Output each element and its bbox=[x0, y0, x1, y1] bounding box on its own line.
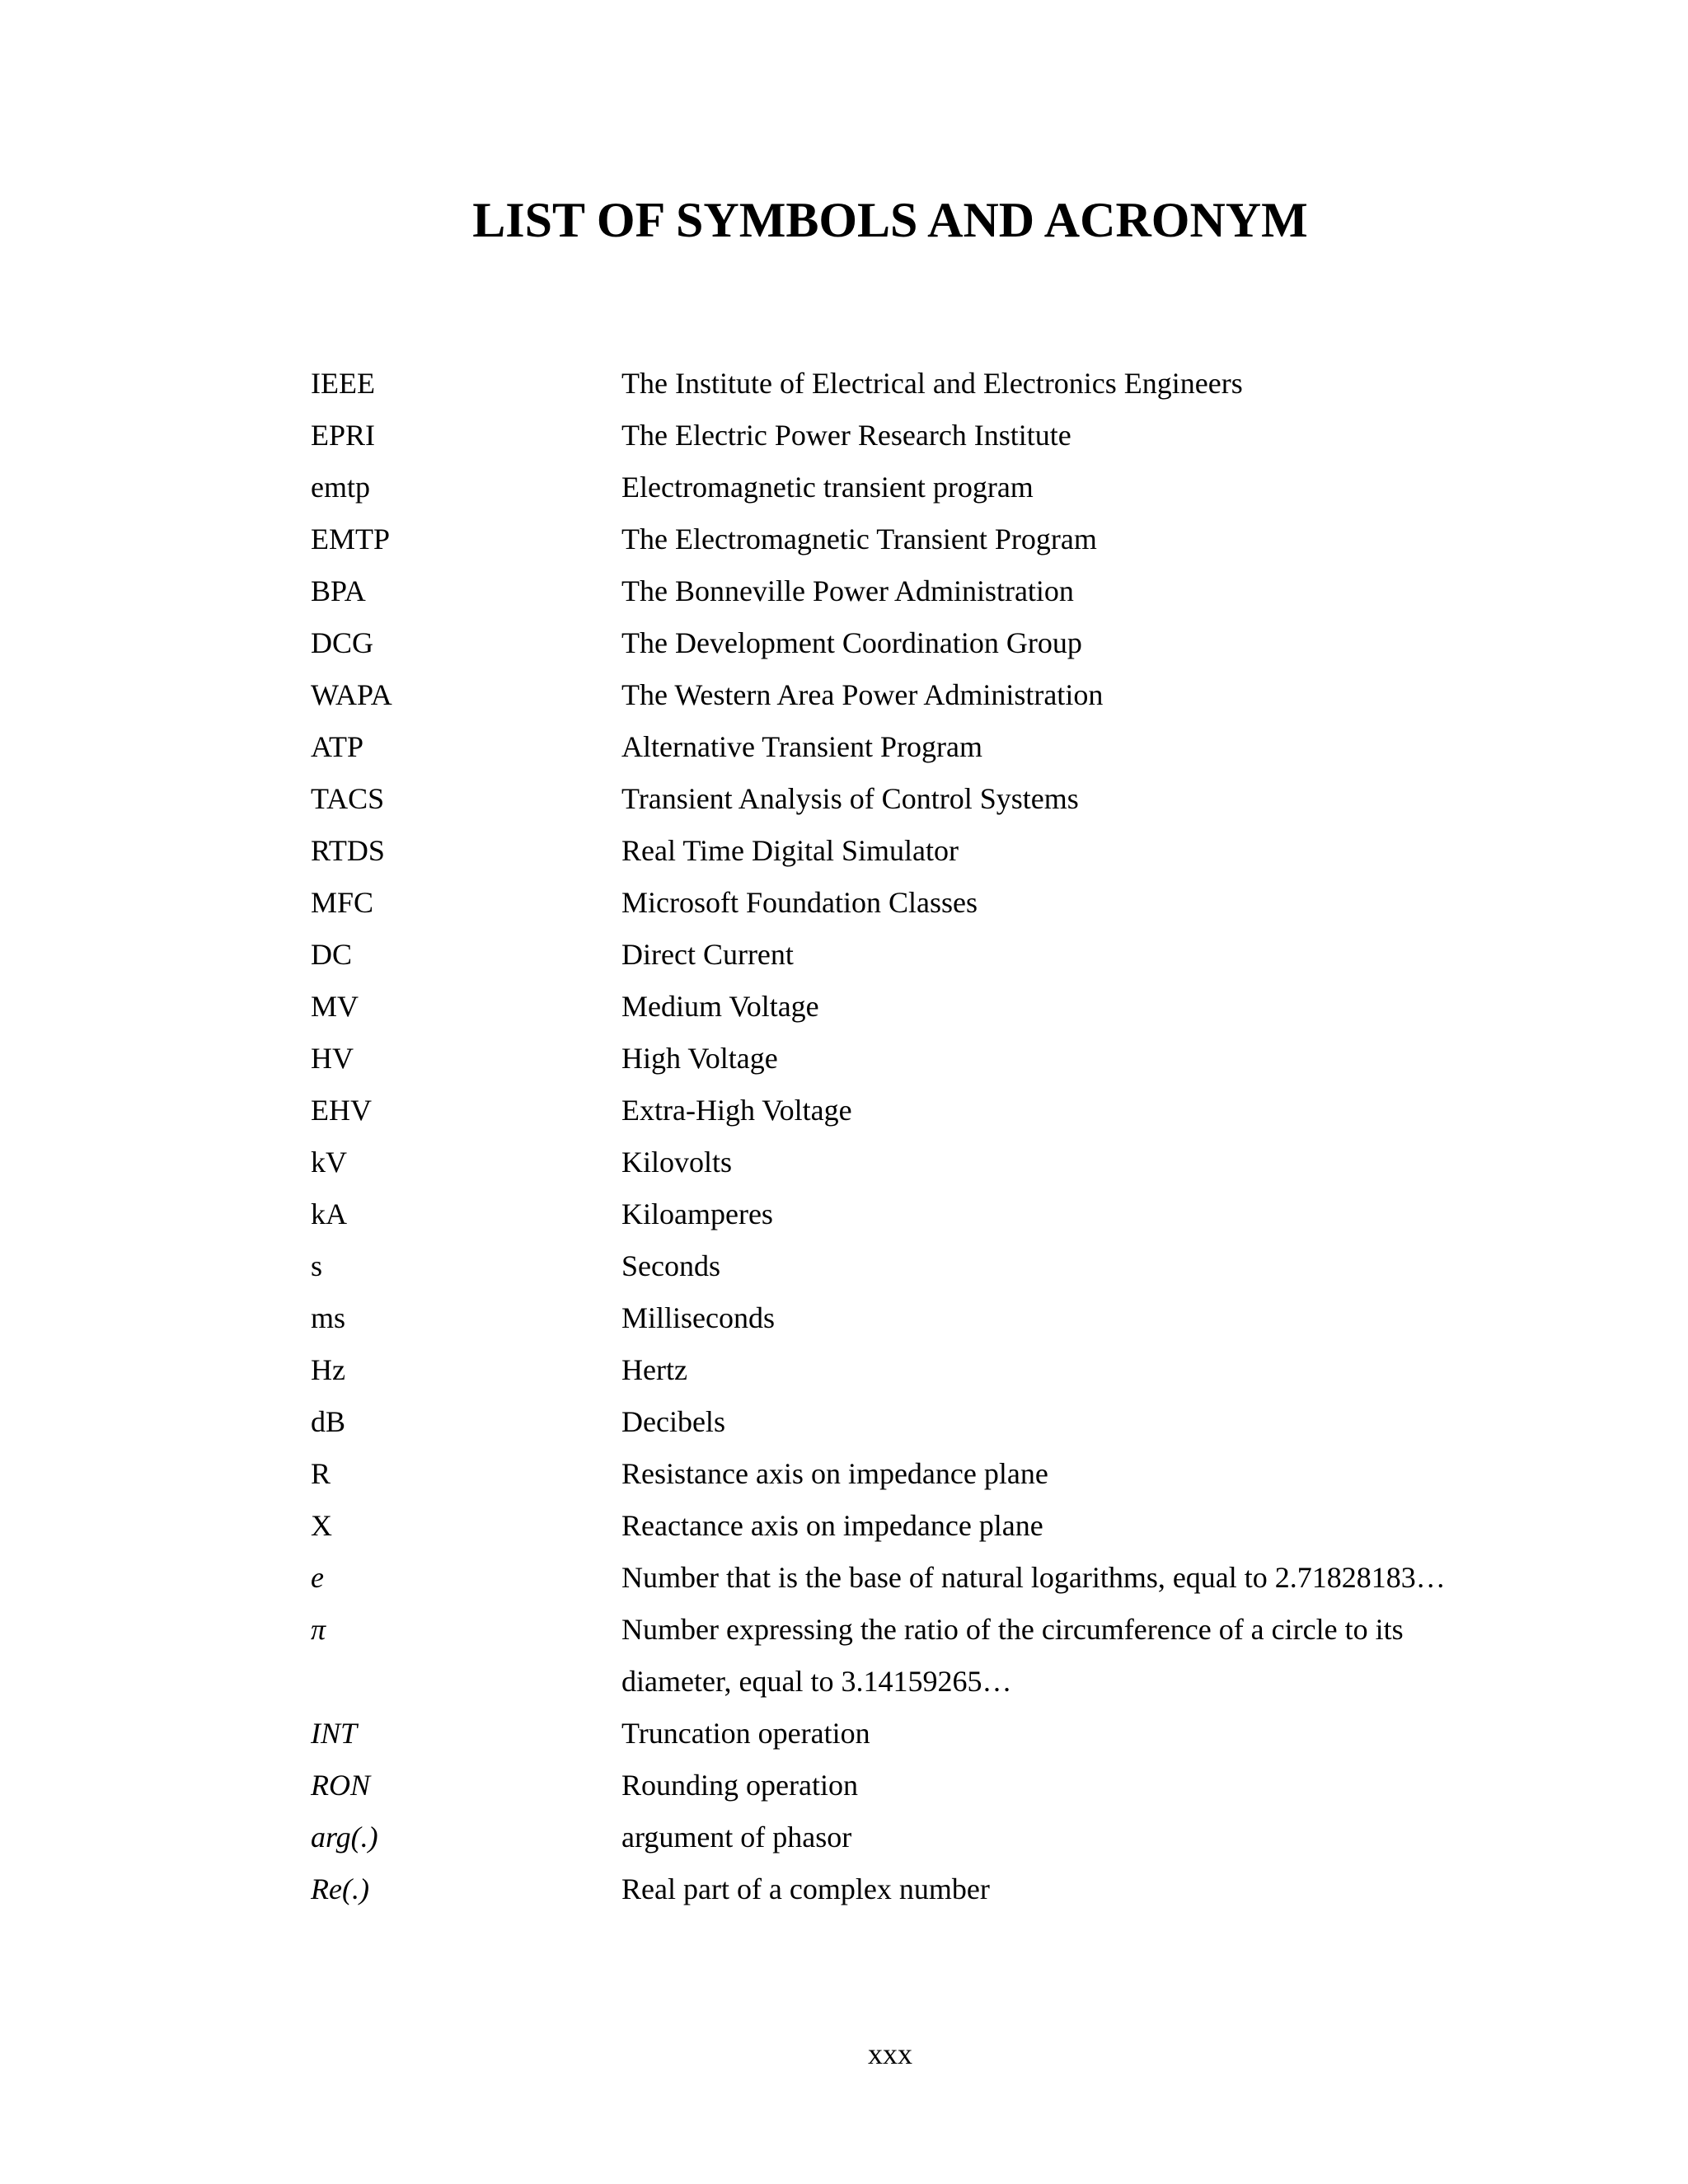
list-item bbox=[311, 669, 1498, 721]
description: Transient Analysis of Control Systems bbox=[621, 782, 1079, 815]
description: Number that is the base of natural logarithms, equal to 2.71828183… bbox=[621, 1561, 1446, 1594]
list-item bbox=[311, 462, 1498, 513]
list-item bbox=[311, 1085, 1498, 1137]
symbol: Re(.) bbox=[311, 1872, 369, 1905]
symbol: MFC bbox=[311, 886, 374, 919]
list-item bbox=[311, 1240, 1498, 1292]
description: The Electric Power Research Institute bbox=[621, 419, 1071, 452]
page-title: LIST OF SYMBOLS AND ACRONYM bbox=[472, 193, 1308, 247]
description: Kiloamperes bbox=[621, 1197, 773, 1230]
list-item bbox=[311, 1552, 1498, 1604]
description: High Voltage bbox=[621, 1042, 778, 1075]
symbol: emtp bbox=[311, 471, 370, 504]
list-item bbox=[311, 565, 1498, 617]
symbol: π bbox=[311, 1613, 326, 1646]
list-item bbox=[311, 513, 1498, 565]
symbol: DC bbox=[311, 938, 353, 971]
description: Reactance axis on impedance plane bbox=[621, 1509, 1043, 1542]
list-item bbox=[311, 877, 1498, 929]
symbol: kA bbox=[311, 1197, 347, 1230]
symbol: EMTP bbox=[311, 523, 391, 555]
symbol: R bbox=[311, 1457, 331, 1490]
symbol: EHV bbox=[311, 1094, 372, 1127]
symbol: ATP bbox=[311, 730, 364, 763]
symbol: DCG bbox=[311, 626, 374, 659]
description: Resistance axis on impedance plane bbox=[621, 1457, 1048, 1490]
symbol: dB bbox=[311, 1405, 346, 1438]
symbol: INT bbox=[311, 1717, 358, 1750]
list-item bbox=[311, 1708, 1498, 1760]
list-item bbox=[311, 1811, 1498, 1863]
description: Real Time Digital Simulator bbox=[621, 834, 959, 867]
symbol: arg(.) bbox=[311, 1821, 378, 1854]
description: Decibels bbox=[621, 1405, 725, 1438]
symbol: kV bbox=[311, 1146, 347, 1179]
list-item bbox=[311, 358, 1498, 410]
description: Microsoft Foundation Classes bbox=[621, 886, 978, 919]
description: Number expressing the ratio of the circumference of a circle to its diameter, equal to 3.14159265… bbox=[621, 1613, 1404, 1698]
description: Milliseconds bbox=[621, 1301, 775, 1334]
symbol: ms bbox=[311, 1301, 346, 1334]
list-item bbox=[311, 410, 1498, 462]
list-item bbox=[311, 773, 1498, 825]
symbols-list bbox=[311, 358, 1498, 1915]
symbol: WAPA bbox=[311, 678, 392, 711]
symbol: MV bbox=[311, 990, 359, 1023]
symbol: IEEE bbox=[311, 367, 375, 400]
description: Direct Current bbox=[621, 938, 794, 971]
list-item bbox=[311, 1760, 1498, 1811]
description: The Western Area Power Administration bbox=[621, 678, 1104, 711]
description: argument of phasor bbox=[621, 1821, 852, 1854]
symbol: Hz bbox=[311, 1353, 345, 1386]
symbol: HV bbox=[311, 1042, 354, 1075]
symbol: RTDS bbox=[311, 834, 385, 867]
symbol: TACS bbox=[311, 782, 385, 815]
description: The Bonneville Power Administration bbox=[621, 574, 1074, 607]
description: Extra-High Voltage bbox=[621, 1094, 852, 1127]
description: Kilovolts bbox=[621, 1146, 733, 1179]
list-item bbox=[311, 1396, 1498, 1448]
list-item bbox=[311, 1292, 1498, 1344]
list-item bbox=[311, 1500, 1498, 1552]
description: Seconds bbox=[621, 1249, 720, 1282]
description: Real part of a complex number bbox=[621, 1872, 990, 1905]
description: Rounding operation bbox=[621, 1769, 858, 1802]
list-item bbox=[311, 1344, 1498, 1396]
list-item bbox=[311, 1137, 1498, 1188]
symbol: X bbox=[311, 1509, 332, 1542]
list-item bbox=[311, 721, 1498, 773]
page-number: xxx bbox=[868, 2037, 912, 2070]
symbol: RON bbox=[311, 1769, 370, 1802]
list-item bbox=[311, 1863, 1498, 1915]
list-item bbox=[311, 617, 1498, 669]
list-item bbox=[311, 1188, 1498, 1240]
list-item bbox=[311, 1448, 1498, 1500]
symbol: e bbox=[311, 1561, 324, 1594]
list-item bbox=[311, 825, 1498, 877]
list-item bbox=[311, 981, 1498, 1033]
description: Hertz bbox=[621, 1353, 687, 1386]
list-item bbox=[311, 1033, 1498, 1085]
description: The Electromagnetic Transient Program bbox=[621, 523, 1097, 555]
description: Medium Voltage bbox=[621, 990, 819, 1023]
description: The Institute of Electrical and Electronics Engineers bbox=[621, 367, 1243, 400]
description: The Development Coordination Group bbox=[621, 626, 1082, 659]
symbol: s bbox=[311, 1249, 323, 1282]
description: Electromagnetic transient program bbox=[621, 471, 1034, 504]
list-item bbox=[311, 929, 1498, 981]
symbol: BPA bbox=[311, 574, 366, 607]
symbol: EPRI bbox=[311, 419, 376, 452]
description: Alternative Transient Program bbox=[621, 730, 982, 763]
description: Truncation operation bbox=[621, 1717, 870, 1750]
list-item bbox=[311, 1604, 1498, 1708]
